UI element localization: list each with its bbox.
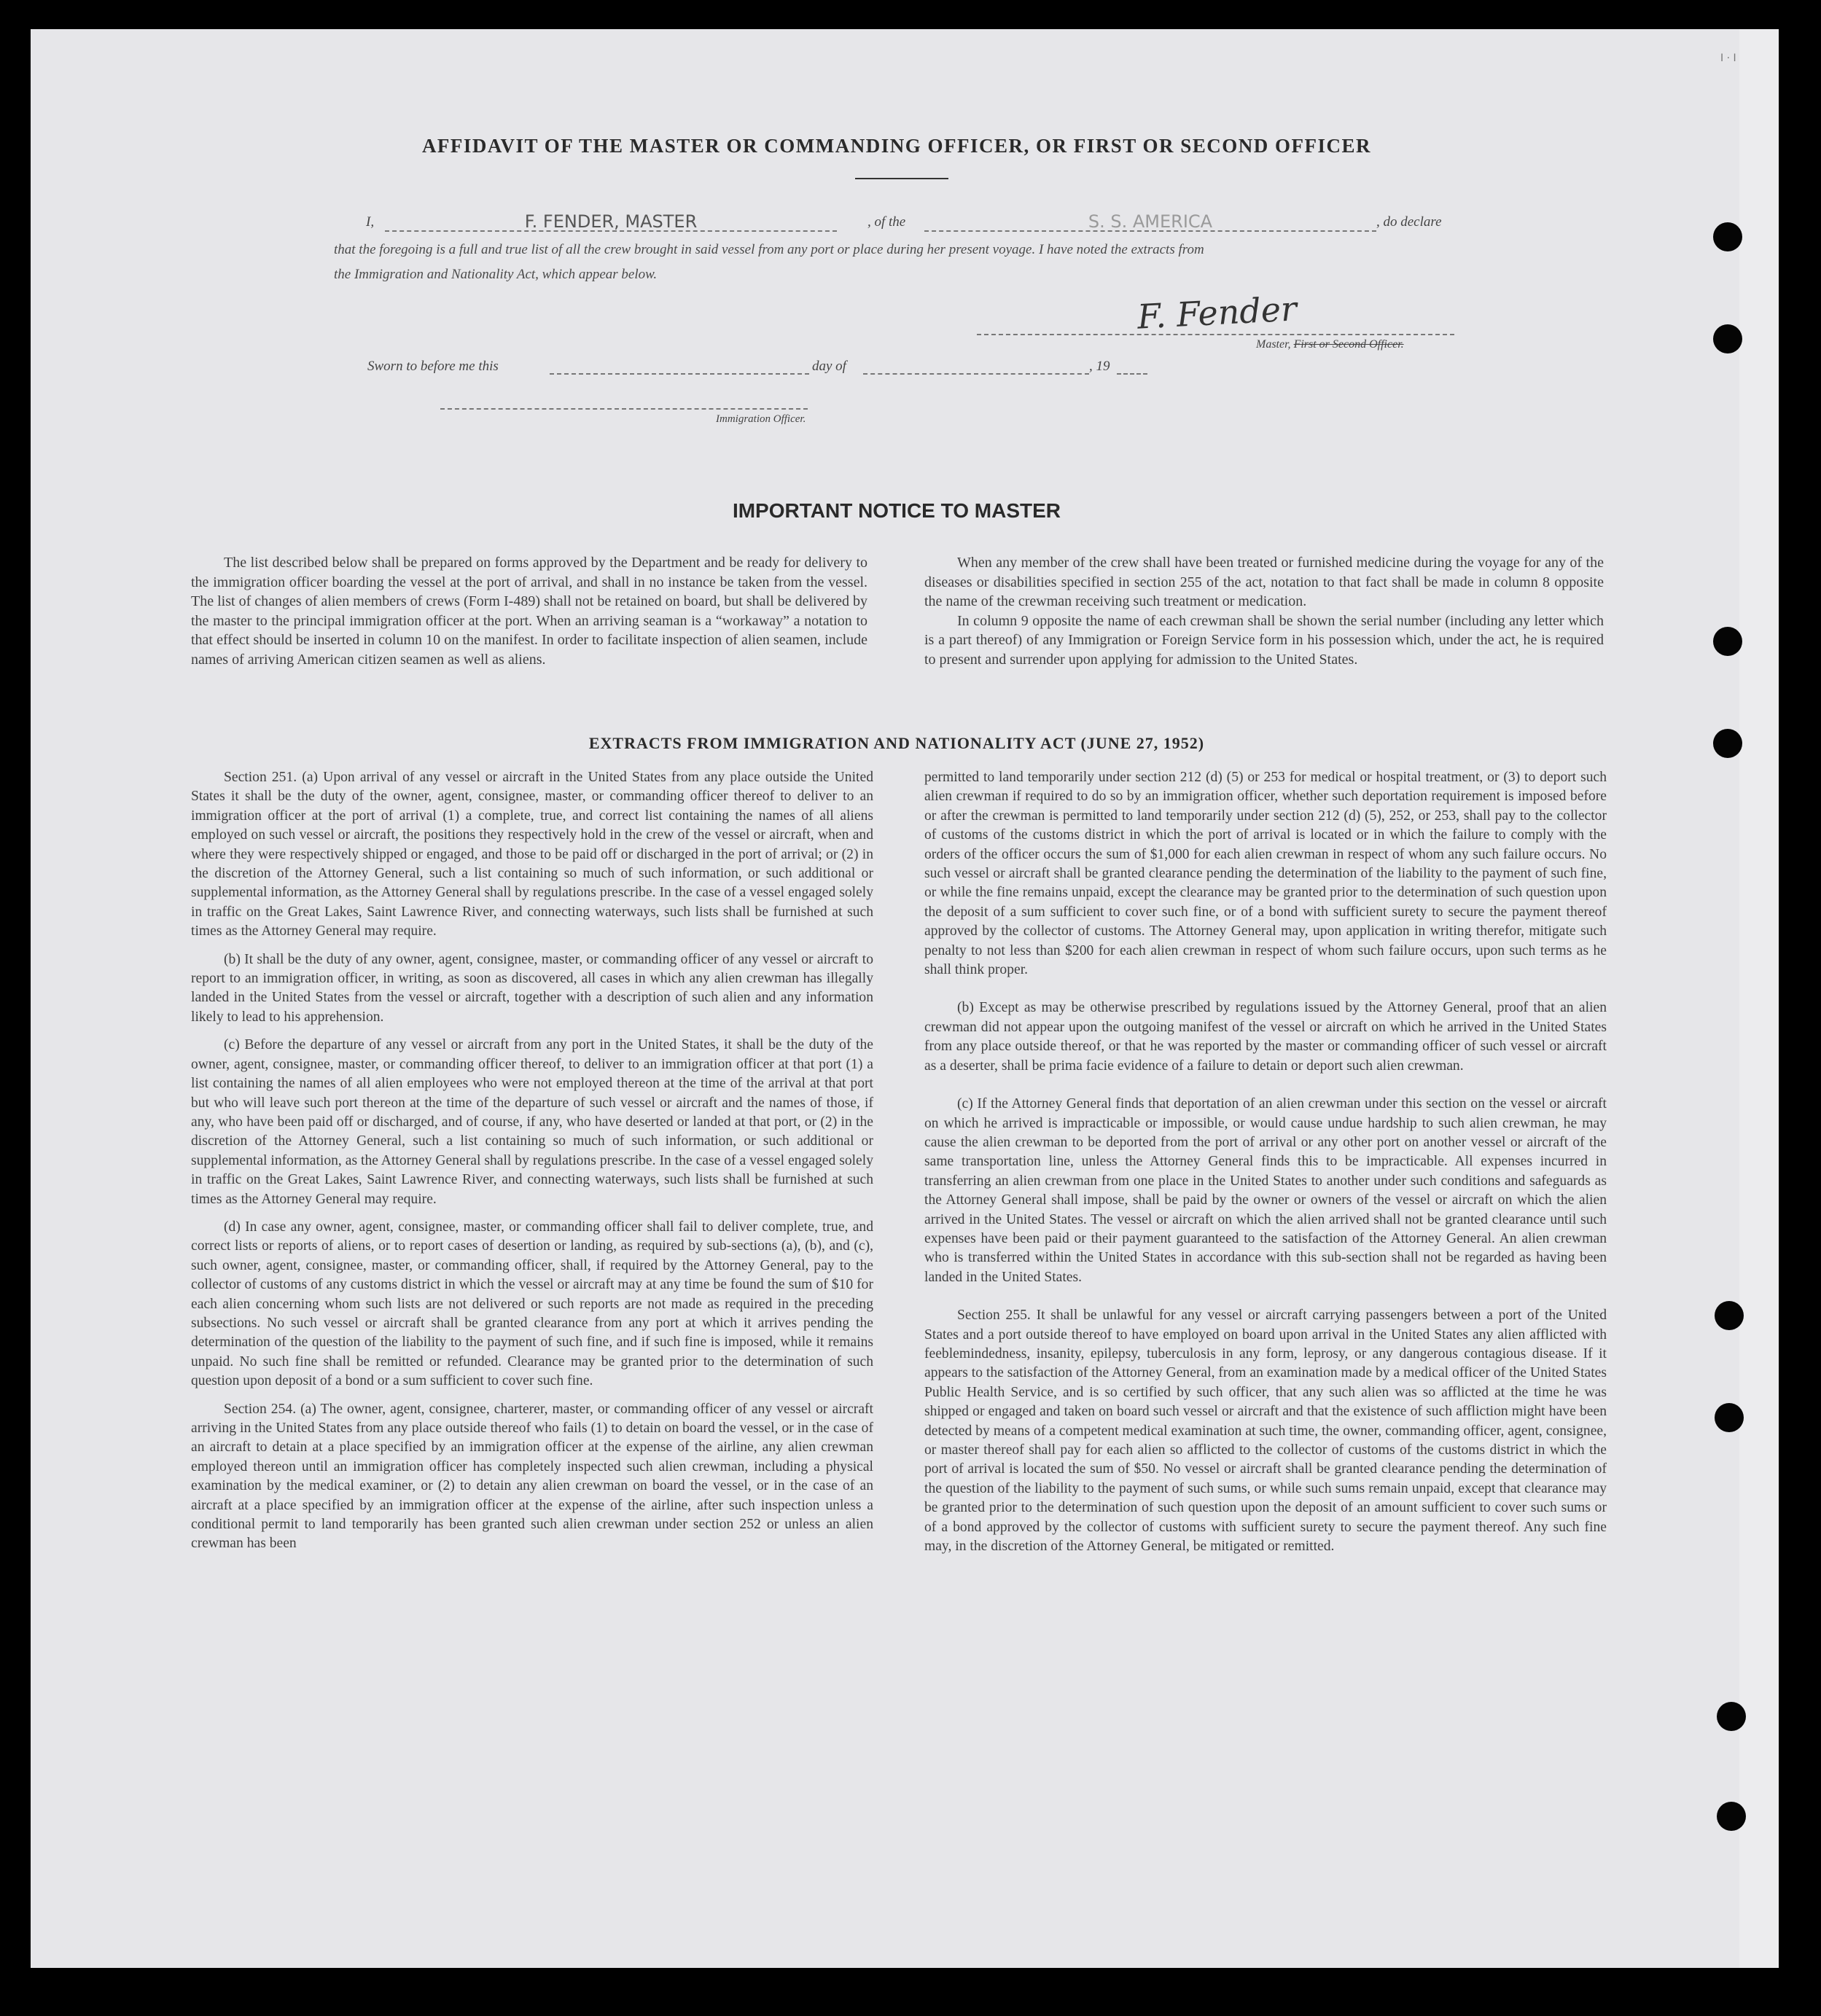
master-name-field[interactable]: F. FENDER, MASTER <box>385 211 837 232</box>
title-divider <box>855 178 948 179</box>
declaration-do-declare: , do declare <box>1376 214 1442 230</box>
declaration-body-2: the Immigration and Nationality Act, which appear below. <box>334 267 658 282</box>
extracts-left-column <box>191 768 873 1554</box>
notice-right-paragraph-1: When any member of the crew shall have been treated or furnished medicine during the voyage for any of the diseases or disabilities specified in section 255 of the act, notation to that fact shall be made in column 8 opposite the name of the crewman receiving such treatment or medication. <box>924 555 1604 610</box>
caption-master: Master, <box>1256 338 1291 351</box>
section-251-d: (d) In case any owner, agent, consignee, master, or commanding officer shall fail to deliver complete, true, and correct lists or reports of aliens, or to report cases of desertion or landing, as required by sub-sections (a), (b), and (c), such owner, agent, consignee, master, or commanding officer, shall, if required by the Attorney General, pay to the collector of customs of any customs district in which the vessel or aircraft may at any time be found the sum of $10 for each alien concerning whom such lists are not delivered or such reports are not made as required in the preceding subsections. No such vessel or aircraft shall be granted clearance from any port at which it arrives pending the determination of the question of the liability to the payment of such fine, and if such fine is imposed, while it remains unpaid. No such fine shall be remitted or refunded. Clearance may be granted prior to the determination of such question upon deposit of a bond or a sum sufficient to cover such fine. <box>191 1219 873 1389</box>
sworn-month-field[interactable] <box>863 357 1089 375</box>
section-251-c: (c) Before the departure of any vessel or aircraft from any port in the United States, it shall be the duty of the owner, agent, consignee, master, or commanding officer thereof, to deliver to an immigration officer at that port (1) a list containing the names of all alien employees who were not employed thereon at the time of the arrival at that port but who will leave such port thereon at the time of the departure of such vessel or aircraft and the names of those, if any, who have been paid off or discharged, and of course, if any, who have deserted or landed at that port, or (2) in the discretion of the Attorney General, such a list containing so much of such information, or such additional or supplemental information, as the Attorney General shall by regulations prescribe. In the case of a vessel engaged solely in traffic on the Great Lakes, Saint Lawrence River, and connecting waterways, such lists shall be furnished at such times as the Attorney General may require. <box>191 1037 873 1207</box>
section-255: Section 255. It shall be unlawful for any vessel or aircraft carrying passengers between a port of the United States and a port outside thereof to have employed on board upon arrival in the United States any alien afflicted with feeblemindedness, insanity, epilepsy, tuberculosis in any form, leprosy, or any dangerous contagious disease. If it appears to the satisfaction of the Attorney General, from an examination made by a medical officer of the United States Public Health Service, and is so certified by such officer, that any such alien was so afflicted at the time he was shipped or engaged and taken on board such vessel or aircraft and that the existence of such affliction might have been detected by means of a competent medical examination at such time, the owner, commanding officer, agent, consignee, or master thereof shall pay for each alien so afflicted to the collector of customs of the customs district in which the port of arrival is located the sum of $50. No vessel or aircraft shall be granted clearance pending the determination of the question of the liability to the payment of such sums, or while such sums remain unpaid, except that clearance may be granted prior to the determination of such question upon the deposit of an amount sufficient to cover such sums or of a bond approved by the collector of customs with sufficient surety to secure the payment thereof. Any such fine may, in the discretion of the Attorney General, be mitigated or remitted. <box>924 1308 1607 1555</box>
signature-line <box>977 313 1454 335</box>
notice-right-column <box>924 553 1604 670</box>
notice-left-column <box>191 553 867 670</box>
extracts-title: EXTRACTS FROM IMMIGRATION AND NATIONALITY ACT (JUNE 27, 1952) <box>588 734 1205 752</box>
notice-right-paragraph-2: In column 9 opposite the name of each crewman shall be shown the serial number (including any letter which is a part thereof) of any Immigration or Foreign Service form in his possession which, under the act, he is required to present and surrender upon applying for admission to the United States. <box>924 612 1604 668</box>
binder-hole <box>1717 1702 1746 1731</box>
vessel-name-field[interactable]: S. S. AMERICA <box>924 211 1376 232</box>
caption-officer-struck: First or Second Officer. <box>1293 338 1404 351</box>
binder-hole <box>1717 1802 1746 1831</box>
immigration-officer-caption: Immigration Officer. <box>716 413 806 425</box>
declaration-i: I, <box>366 214 375 230</box>
declaration <box>334 211 1464 241</box>
notice-left-paragraph: The list described below shall be prepared on forms approved by the Department and be ready for delivery to the immigration officer boarding the vessel at the port of arrival, and shall in no instance be taken from the vessel. The list of changes of alien members of crews (Form I-489) shall not be retained on board, but shall be delivered by the master to the principal immigration officer at the port. When an arriving seaman is a “workaway” a notation to that effect should be inserted in column 10 on the manifest. In order to facilitate inspection of alien seamen, include names of arriving American citizen seamen as well as aliens. <box>191 555 867 668</box>
section-254-b: (b) Except as may be otherwise prescribed by regulations issued by the Attorney General, proof that an alien crewman did not appear upon the outgoing manifest of the vessel or aircraft on which he arrived in the United States from any place outside thereof, or that he was reported by the master or commanding officer of such vessel or aircraft as a deserter, shall be prima facie evidence of a failure to detain or deport such alien crewman. <box>924 1000 1607 1074</box>
binder-hole <box>1713 729 1742 758</box>
section-251-b: (b) It shall be the duty of any owner, agent, consignee, master, or commanding officer of any vessel or aircraft to report to an immigration officer, in writing, as soon as discovered, all cases in which any alien crewman has illegally landed in the United States from the vessel or aircraft, together with a description of such alien and any information likely to lead to his apprehension. <box>191 951 873 1025</box>
section-251-a: Section 251. (a) Upon arrival of any vessel or aircraft in the United States from any place outside the United States it shall be the duty of the owner, agent, consignee, master, or commanding officer thereof to deliver to an immigration officer at the port of arrival (1) a complete, true, and correct list containing the names of all aliens employed on such vessel or aircraft, the positions they respectively hold in the crew of the vessel or aircraft, when and where they were respectively shipped or engaged, and those to be paid off or discharged in the port of arrival; or (2) in the discretion of the Attorney General, such a list containing so much of such information, or such additional or supplemental information, as the Attorney General shall by regulations prescribe. In the case of a vessel engaged solely in traffic on the Great Lakes, Saint Lawrence River, and connecting waterways, such lists shall be furnished at such times as the Attorney General may require. <box>191 770 873 939</box>
sworn-prefix: Sworn to before me this <box>367 359 499 374</box>
sworn-year-field[interactable] <box>1117 357 1147 375</box>
binder-hole <box>1715 1301 1744 1330</box>
master-signature: F. Fender <box>1136 289 1298 337</box>
section-254-a: Section 254. (a) The owner, agent, consignee, charterer, master, or commanding officer of any vessel or aircraft arriving in the United States from any place outside thereof who fails (1) to detain on board the vessel, or in the case of an aircraft to detain at a place specified by an immigration officer at the expense of the airline, any alien crewman employed thereon until an immigration officer has completely inspected such alien crewman, including a physical examination by the medical examiner, or (2) to detain any alien crewman on board the vessel, or in the case of an aircraft at a place specified by an immigration officer at the expense of the airline, after such inspection unless a conditional permit to land temporarily has been granted such alien crewman under section 252 or unless an alien crewman has been <box>191 1401 873 1552</box>
section-254-c: (c) If the Attorney General finds that deportation of an alien crewman under this section on the vessel or aircraft on which he arrived is impracticable or impossible, or would cause undue hardship to such alien crewman, he may cause the alien crewman to be deported from the port of arrival or any other port on another vessel or aircraft of the same transportation line, unless the Attorney General finds this to be impracticable. All expenses incurred in transferring an alien crewman from one place in the United States to another under such conditions and safeguards as the Attorney General shall impose, shall be paid by the owner or owners of the vessel or aircraft on which the alien arrived in the United States. The vessel or aircraft on which the alien arrived shall not be granted clearance until such expenses have been paid or their payment guaranteed to the satisfaction of the Attorney General. An alien crewman who is transferred within the United States in accordance with this sub-section shall not be regarded as having been landed in the United States. <box>924 1096 1607 1285</box>
extracts-right-column <box>924 768 1607 1556</box>
sworn-day-field[interactable] <box>550 357 809 375</box>
section-254-a-continued: permitted to land temporarily under section 212 (d) (5) or 253 for medical or hospital treatment, or (3) to deport such alien crewman if required to do so by an immigration officer, whether such deportation requirement is imposed before or after the crewman is permitted to land temporarily under section 212 (d) (5), 252, or 253, shall pay to the collector of customs of the customs district in which the port of arrival is located or in which the failure to comply with the orders of the officer occurs the sum of $1,000 for each alien crewman in respect of whom any such failure occurs. No such vessel or aircraft shall be granted clearance pending the determination of the liability to the payment of such fine, or while the fine remains unpaid, except the clearance may be granted prior to the determination of such question upon the deposit of a sum sufficient to cover such fine, or of a bond with sufficient surety to secure the payment thereof approved by the collector of customs. The Attorney General may, upon application in writing therefor, mitigate such penalty to not less than $200 for each alien crewman in respect of whom such failure occurs, upon such terms as he shall think proper. <box>924 770 1607 978</box>
binder-hole <box>1713 222 1742 251</box>
affidavit-title: AFFIDAVIT OF THE MASTER OR COMMANDING OFFICER, OR FIRST OR SECOND OFFICER <box>421 135 1372 157</box>
declaration-of-the: , of the <box>867 214 906 230</box>
notice-title: IMPORTANT NOTICE TO MASTER <box>732 499 1061 522</box>
corner-mark: I · I <box>1720 52 1736 64</box>
immigration-officer-line <box>440 395 808 410</box>
sworn-year: , 19 <box>1089 359 1110 374</box>
declaration-body-1: that the foregoing is a full and true list of all the crew brought in said vessel from any port or place during her present voyage. I have noted the extracts from <box>334 242 1204 257</box>
sworn-day-of: day of <box>812 359 846 374</box>
binder-hole <box>1715 1403 1744 1432</box>
page-edge <box>1739 29 1779 1968</box>
binder-hole <box>1713 627 1742 656</box>
signature-caption <box>1256 338 1404 351</box>
binder-hole <box>1713 324 1742 353</box>
